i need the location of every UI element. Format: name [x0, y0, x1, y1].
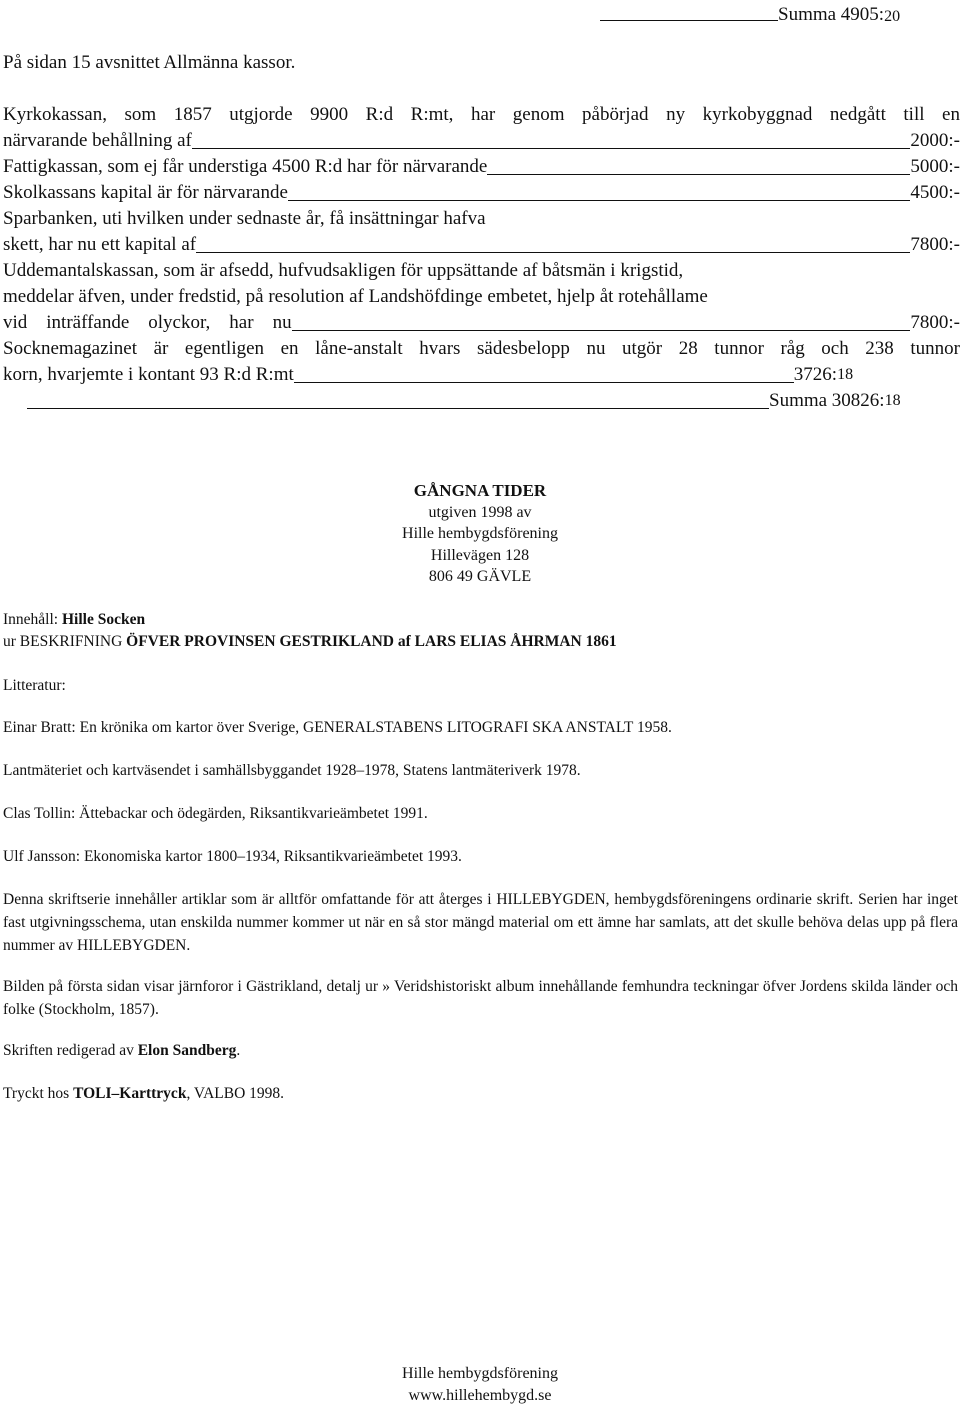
footer-url[interactable]: www.hillehembygd.se — [408, 1387, 552, 1404]
publication-postal: 806 49 GÄVLE — [428, 568, 532, 585]
literature-item: Lantmäteriet och kartväsendet i samhällsbyggandet 1928–1978, Statens lantmäteriverk 1978. — [3, 762, 581, 779]
fill-rule — [27, 408, 769, 409]
fill-rule — [192, 148, 911, 149]
ledger-amount: 7800:- — [910, 234, 960, 255]
ledger-amount: 4500:- — [910, 182, 960, 203]
ledger-line-skolkassan — [3, 180, 960, 206]
ledger-line-fattigkassan — [3, 154, 960, 180]
image-note: Bilden på första sidan visar järnforor i Gästrikland, detalj ur » Veridshistoriskt album innehållande femhundra teckningar öfver Jordens skilda länder och folke (Stockholm, 1857). — [3, 978, 958, 1018]
content-source-prefix: ur BESKRIFNING — [3, 633, 123, 650]
ledger-text: vid inträffande olyckor, har nu — [3, 312, 292, 333]
content-section — [3, 609, 958, 653]
editor-suffix: . — [236, 1042, 241, 1059]
ledger-text: korn, hvarjemte i kontant 93 R:d R:mt — [3, 364, 294, 385]
literature-item: Ulf Jansson: Ekonomiska kartor 1800–1934, Riksantikvarieämbetet 1993. — [3, 848, 462, 865]
content-line — [3, 609, 958, 631]
ledger — [3, 102, 960, 414]
top-summa-label: Summa 4905: — [778, 4, 885, 25]
summa-label: Summa 30826: — [769, 390, 885, 411]
ledger-amount: 7800:- — [910, 312, 960, 333]
series-note: Denna skriftserie innehåller artiklar som är alltför omfattande för att återges i HILLEBYGDEN, hembygdsföreningens ordinarie skrift. Serien har inget fast utgivningsschema, utan enskilda nummer kommer ut när en så stor mängd material om ett ämne har samlats, att det skulle behöva delas upp på flera nummer av HILLEBYGDEN. — [3, 891, 958, 954]
fill-rule — [292, 330, 911, 331]
ledger-text: Skolkassans kapital är för närvarande — [3, 182, 288, 203]
publication-issued: utgiven 1998 av — [428, 503, 532, 521]
fill-rule — [294, 382, 794, 383]
ledger-line-korn — [3, 362, 960, 388]
ledger-text: skett, har nu ett kapital af — [3, 234, 197, 255]
top-summa-cents: 20 — [884, 8, 901, 25]
content-source-title: ÖFVER PROVINSEN GESTRIKLAND af LARS ELIAS ÅHRMAN 1861 — [126, 633, 617, 650]
printer-prefix: Tryckt hos — [3, 1085, 70, 1102]
editor-line — [3, 1040, 958, 1062]
ledger-line-socknemagazinet: Socknemagazinet är egentligen en låne-anstalt hvars sädesbelopp nu utgör 28 tunnor råg och 238 tunnor — [3, 338, 960, 359]
ledger-line-behallning — [3, 128, 960, 154]
publication-street: Hillevägen 128 — [430, 546, 530, 564]
top-summa-line — [600, 2, 925, 26]
ledger-line-olyckor — [3, 310, 960, 336]
printer-name: TOLI–Karttryck — [73, 1085, 187, 1102]
ledger-line-kapital — [3, 232, 960, 258]
ledger-text: Fattigkassan, som ej får understiga 4500 R:d har för närvarande — [3, 156, 488, 177]
ledger-line-uddemantalskassan: Uddemantalskassan, som är afsedd, hufvudsakligen för uppsättande af båtsmän i krigstid, — [3, 260, 684, 281]
content-subject: Hille Socken — [61, 611, 146, 628]
printer-suffix: , VALBO 1998. — [186, 1085, 285, 1102]
publication-info — [0, 480, 960, 588]
top-summa-rule — [600, 20, 778, 21]
content-label: Innehåll: — [3, 611, 59, 628]
ledger-amount: 3726: — [793, 364, 838, 385]
fill-rule — [487, 174, 910, 175]
publication-title: GÅNGNA TIDER — [413, 481, 547, 500]
publication-publisher: Hille hembygdsförening — [402, 525, 558, 542]
editor-name: Elon Sandberg — [137, 1042, 237, 1059]
ledger-text: närvarande behållning af — [3, 130, 192, 151]
editor-prefix: Skriften redigerad av — [3, 1042, 134, 1059]
ledger-summa — [3, 388, 960, 414]
ledger-amount: 2000:- — [910, 130, 960, 151]
content-source — [3, 631, 958, 653]
ledger-line-meddelar: meddelar äfven, under fredstid, på resolution af Landshöfdinge embetet, hjelp åt rotehållame — [3, 286, 708, 307]
footer-org: Hille hembygdsförening — [402, 1365, 558, 1382]
footer — [0, 1363, 960, 1407]
ledger-cents: 18 — [837, 366, 854, 383]
ledger-amount: 5000:- — [910, 156, 960, 177]
page-reference: På sidan 15 avsnittet Allmänna kassor. — [3, 52, 296, 73]
ledger-line-sparbanken: Sparbanken, uti hvilken under sednaste år, få insättningar hafva — [3, 208, 486, 229]
literature-item: Clas Tollin: Ättebackar och ödegärden, Riksantikvarieämbetet 1991. — [3, 805, 428, 822]
summa-cents: 18 — [884, 392, 901, 409]
fill-rule — [288, 200, 910, 201]
literature-item: Einar Bratt: En krönika om kartor över Sverige, GENERALSTABENS LITOGRAFI SKA ANSTALT 1958. — [3, 719, 672, 736]
fill-rule — [196, 252, 910, 253]
literature-label: Litteratur: — [3, 677, 66, 694]
printer-line — [3, 1083, 958, 1105]
ledger-line-kyrkokassan: Kyrkokassan, som 1857 utgjorde 9900 R:d R:mt, har genom påbörjad ny kyrkobyggnad nedgått till en — [3, 104, 960, 125]
